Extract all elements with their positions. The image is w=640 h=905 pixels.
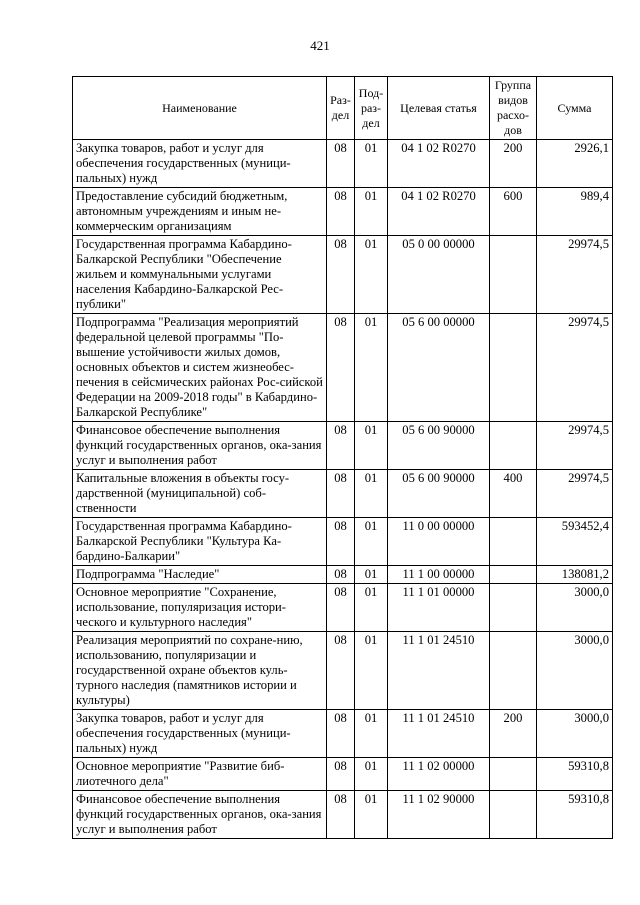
row-group <box>490 422 537 470</box>
row-amount: 3000,0 <box>537 632 613 710</box>
row-name: Предоставление субсидий бюджетным, автономным учреждениям и иным не-коммерческим организациям <box>73 188 327 236</box>
row-name: Подпрограмма "Наследие" <box>73 566 327 584</box>
row-section: 08 <box>327 791 355 839</box>
row-subsection: 01 <box>355 470 388 518</box>
row-section: 08 <box>327 632 355 710</box>
row-name: Государственная программа Кабардино-Балкарской Республики "Культура Ка-бардино-Балкарии" <box>73 518 327 566</box>
row-group <box>490 632 537 710</box>
table-row <box>73 518 613 566</box>
row-group <box>490 518 537 566</box>
row-subsection: 01 <box>355 758 388 791</box>
row-section: 08 <box>327 470 355 518</box>
row-amount: 3000,0 <box>537 710 613 758</box>
row-section: 08 <box>327 140 355 188</box>
row-name: Реализация мероприятий по сохране-нию, использованию, популяризации и государственной охране объектов куль-турного наследия (памятников истории и культуры) <box>73 632 327 710</box>
page-number: 421 <box>310 38 330 53</box>
row-group <box>490 566 537 584</box>
row-section: 08 <box>327 422 355 470</box>
table-row <box>73 710 613 758</box>
row-section: 08 <box>327 314 355 422</box>
row-target: 11 1 01 24510 <box>388 632 490 710</box>
row-section: 08 <box>327 518 355 566</box>
row-group <box>490 236 537 314</box>
row-amount: 138081,2 <box>537 566 613 584</box>
row-section: 08 <box>327 236 355 314</box>
row-group: 200 <box>490 140 537 188</box>
row-amount: 59310,8 <box>537 791 613 839</box>
header-subsection: Под-раз-дел <box>355 77 388 140</box>
row-group: 600 <box>490 188 537 236</box>
row-subsection: 01 <box>355 188 388 236</box>
row-target: 04 1 02 R0270 <box>388 140 490 188</box>
table-row <box>73 470 613 518</box>
row-target: 11 1 00 00000 <box>388 566 490 584</box>
table-row <box>73 584 613 632</box>
row-target: 11 1 01 00000 <box>388 584 490 632</box>
row-group <box>490 314 537 422</box>
row-subsection: 01 <box>355 518 388 566</box>
row-amount: 29974,5 <box>537 236 613 314</box>
row-amount: 29974,5 <box>537 422 613 470</box>
row-subsection: 01 <box>355 314 388 422</box>
row-name: Основное мероприятие "Сохранение, использование, популяризация истори-ческого и культурного наследия" <box>73 584 327 632</box>
row-section: 08 <box>327 566 355 584</box>
row-subsection: 01 <box>355 710 388 758</box>
row-group <box>490 758 537 791</box>
table-row <box>73 791 613 839</box>
row-amount: 593452,4 <box>537 518 613 566</box>
table-row <box>73 236 613 314</box>
row-name: Основное мероприятие "Развитие биб-лиотечного дела" <box>73 758 327 791</box>
row-target: 11 1 02 00000 <box>388 758 490 791</box>
row-amount: 29974,5 <box>537 314 613 422</box>
row-section: 08 <box>327 584 355 632</box>
row-section: 08 <box>327 710 355 758</box>
row-name: Финансовое обеспечение выполнения функций государственных органов, ока-зания услуг и выполнения работ <box>73 791 327 839</box>
row-target: 05 6 00 90000 <box>388 470 490 518</box>
row-amount: 29974,5 <box>537 470 613 518</box>
table-row <box>73 566 613 584</box>
row-subsection: 01 <box>355 140 388 188</box>
row-target: 05 0 00 00000 <box>388 236 490 314</box>
row-amount: 59310,8 <box>537 758 613 791</box>
header-amount: Сумма <box>537 77 613 140</box>
row-amount: 989,4 <box>537 188 613 236</box>
row-group <box>490 584 537 632</box>
table-header-row <box>73 77 613 140</box>
row-target: 11 0 00 00000 <box>388 518 490 566</box>
budget-table <box>72 76 613 839</box>
row-target: 11 1 02 90000 <box>388 791 490 839</box>
table-row <box>73 140 613 188</box>
row-group <box>490 791 537 839</box>
row-subsection: 01 <box>355 791 388 839</box>
row-subsection: 01 <box>355 584 388 632</box>
row-target: 05 6 00 90000 <box>388 422 490 470</box>
table-row <box>73 188 613 236</box>
row-group: 400 <box>490 470 537 518</box>
table-row <box>73 422 613 470</box>
row-name: Закупка товаров, работ и услуг для обеспечения государственных (муници-пальных) нужд <box>73 710 327 758</box>
row-name: Государственная программа Кабардино-Балкарской Республики "Обеспечение жильем и коммунальными услугами населения Кабардино-Балкарской Рес-публики" <box>73 236 327 314</box>
header-name: Наименование <box>73 77 327 140</box>
header-section: Раз-дел <box>327 77 355 140</box>
row-section: 08 <box>327 758 355 791</box>
table-row <box>73 632 613 710</box>
row-name: Подпрограмма "Реализация мероприятий федеральной целевой программы "По-вышение устойчивости жилых домов, основных объектов и систем жизнеобес-печения в сейсмических районах Рос-сийской Федерации на 2009-2018 годы" в Кабардино-Балкарской Республике" <box>73 314 327 422</box>
row-amount: 3000,0 <box>537 584 613 632</box>
table-row <box>73 314 613 422</box>
row-subsection: 01 <box>355 566 388 584</box>
table-row <box>73 758 613 791</box>
header-target: Целевая статья <box>388 77 490 140</box>
row-target: 05 6 00 00000 <box>388 314 490 422</box>
row-name: Закупка товаров, работ и услуг для обеспечения государственных (муници-пальных) нужд <box>73 140 327 188</box>
row-name: Капитальные вложения в объекты госу-дарственной (муниципальной) соб-ственности <box>73 470 327 518</box>
row-target: 11 1 01 24510 <box>388 710 490 758</box>
row-section: 08 <box>327 188 355 236</box>
row-subsection: 01 <box>355 632 388 710</box>
row-name: Финансовое обеспечение выполнения функций государственных органов, ока-зания услуг и выполнения работ <box>73 422 327 470</box>
row-subsection: 01 <box>355 422 388 470</box>
row-subsection: 01 <box>355 236 388 314</box>
row-target: 04 1 02 R0270 <box>388 188 490 236</box>
row-amount: 2926,1 <box>537 140 613 188</box>
row-group: 200 <box>490 710 537 758</box>
header-group: Группа видов расхо-дов <box>490 77 537 140</box>
